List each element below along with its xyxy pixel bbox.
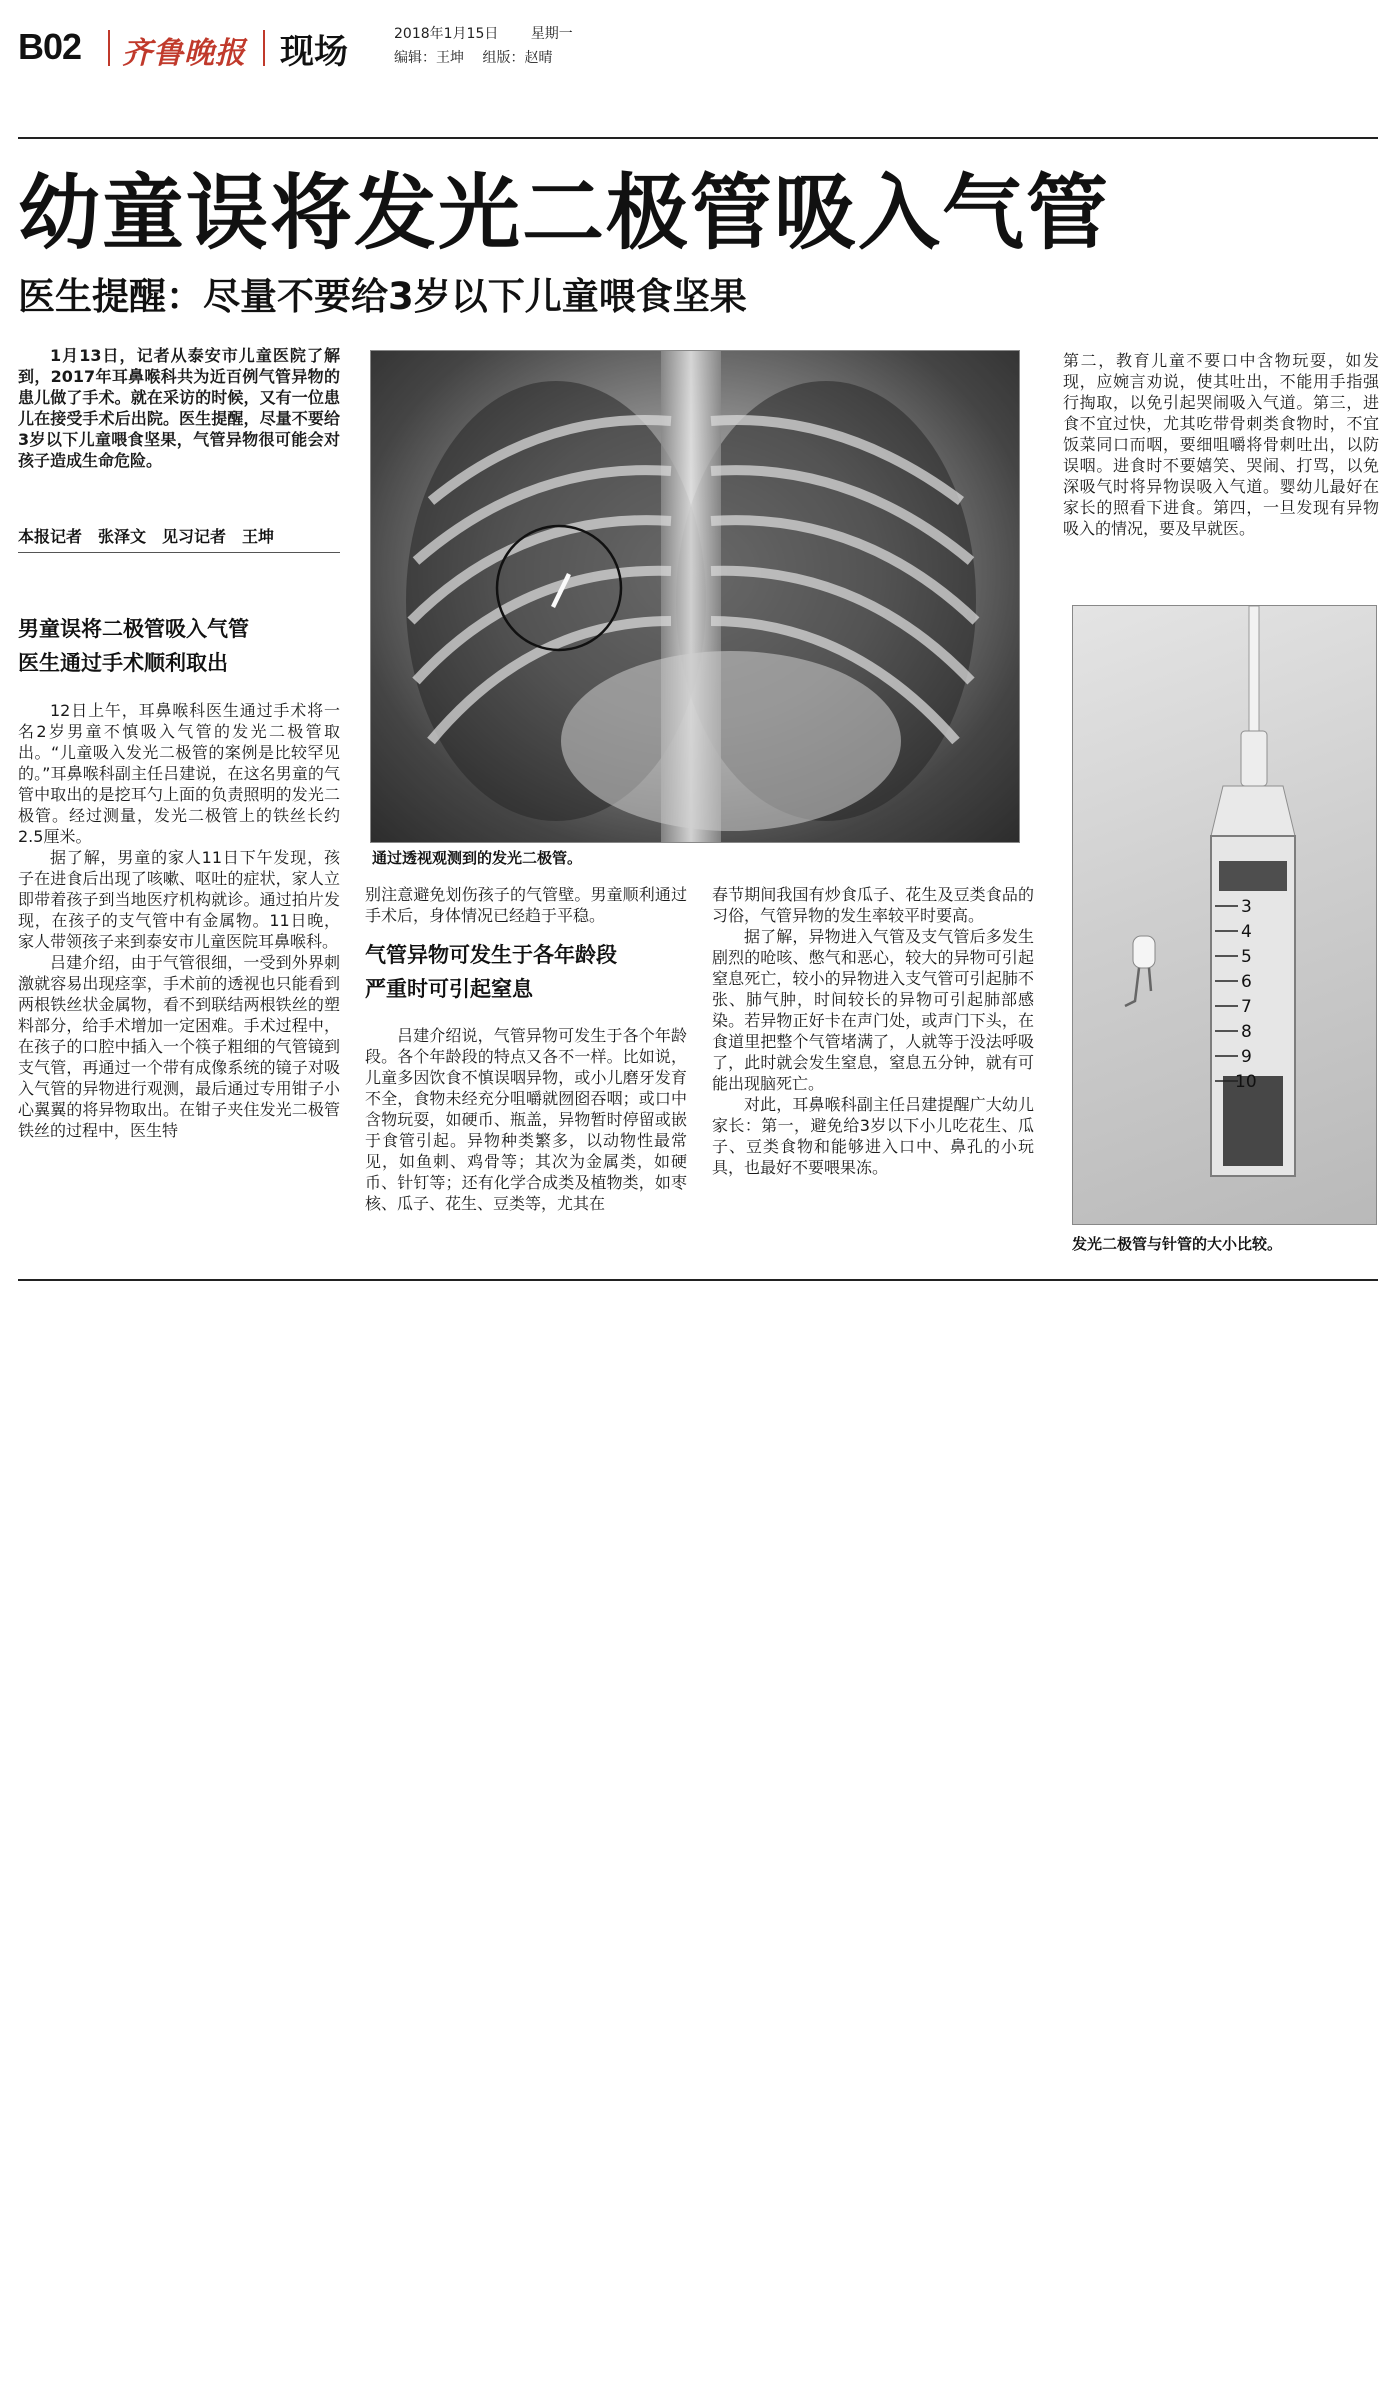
masthead-logo: 齐鲁晚报 — [122, 36, 246, 71]
article-headline: 幼童误将发光二极管吸入气管 — [18, 166, 1111, 261]
syringe-scale-label: 6 — [1241, 972, 1252, 992]
advice-continuation: 第二，教育儿童不要口中含物玩耍，如发现，应婉言劝说，使其吐出，不能用手指强行掏取，以免引起哭闹吸入气道。第三，进食不宜过快，尤其吃带骨刺类食物时，不宜饭菜同口而咽，要细咀嚼将骨刺吐出，以防误咽。进食时不要嬉笑、哭闹、打骂，以免深吸气时将异物误吸入气道。婴幼儿最好在家长的照看下进食。第四，一旦发现有异物吸入的情况，要及早就医。 — [1063, 351, 1379, 538]
section1-paragraph: 12日上午，耳鼻喉科医生通过手术将一名2岁男童不慎吸入气管的发光二极管取出。“儿童吸入发光二极管的案例是比较罕见的。”耳鼻喉科副主任吕建说，在这名男童的气管中取出的是挖耳勺上面的负责照明的发光二极管。经过测量，发光二极管上的铁丝长约2.5厘米。 — [18, 701, 340, 846]
syringe-scale-label: 3 — [1241, 897, 1252, 917]
syringe-scale-label: 9 — [1241, 1047, 1252, 1067]
syringe-photo — [1072, 605, 1377, 1225]
section2-title-line1: 气管异物可发生于各年龄段 — [365, 943, 617, 967]
column-2-body-continued — [365, 1025, 687, 1214]
article-lead — [18, 345, 340, 471]
section1-continuation: 别注意避免划伤孩子的气管壁。男童顺利通过手术后，身体情况已经趋于平稳。 — [365, 885, 687, 925]
byline: 本报记者 张泽文 见习记者 王坤 — [18, 527, 275, 546]
column-4-body — [1063, 350, 1379, 539]
header-divider — [263, 30, 265, 66]
lead-paragraph: 1月13日，记者从泰安市儿童医院了解到，2017年耳鼻喉科共为近百例气管异物的患儿做了手术。就在采访的时候，又有一位患儿在接受手术后出院。医生提醒，尽量不要给3岁以下儿童喂食坚果，气管异物很可能会对孩子造成生命危险。 — [18, 346, 340, 470]
syringe-scale-label: 4 — [1241, 922, 1252, 942]
column-1-body — [18, 700, 340, 1141]
layout-credit: 组版：赵晴 — [482, 50, 553, 66]
chest-xray-graphic — [371, 351, 1020, 843]
section2-title-line2: 严重时可引起窒息 — [365, 977, 533, 1001]
section1-paragraph: 据了解，男童的家人11日下午发现，孩子在进食后出现了咳嗽、呕吐的症状，家人立即带着孩子到当地医疗机构就诊。通过拍片发现，在孩子的支气管中有金属物。11日晚，家人带领孩子来到泰安市儿童医院耳鼻喉科。 — [18, 848, 340, 951]
issue-date: 2018年1月15日 — [394, 26, 499, 42]
page-number: B02 — [18, 26, 82, 67]
syringe-scale-label: 10 — [1235, 1072, 1257, 1092]
article-subheadline: 医生提醒：尽量不要给3岁以下儿童喂食坚果 — [18, 275, 747, 318]
xray-image — [370, 350, 1020, 843]
header-divider — [108, 30, 110, 66]
issue-weekday: 星期一 — [530, 26, 573, 42]
issue-meta — [394, 22, 601, 70]
bottom-rule — [18, 1279, 1378, 1281]
section1-paragraph: 吕建介绍，由于气管很细，一受到外界刺激就容易出现痉挛，手术前的透视也只能看到两根铁丝状金属物，看不到联结两根铁丝的塑料部分，给手术增加一定困难。手术过程中，在孩子的口腔中插入一个筷子粗细的气管镜到支气管，再通过一个带有成像系统的镜子对吸入气管的异物进行观测，最后通过专用钳子小心翼翼的将异物取出。在钳子夹住发光二极管铁丝的过程中，医生特 — [18, 953, 340, 1140]
section2-continuation: 春节期间我国有炒食瓜子、花生及豆类食品的习俗，气管异物的发生率较平时要高。 — [712, 885, 1034, 925]
syringe-scale-label: 7 — [1241, 997, 1252, 1017]
xray-caption: 通过透视观测到的发光二极管。 — [372, 849, 583, 867]
top-rule — [18, 137, 1378, 139]
syringe-graphic — [1073, 606, 1377, 1225]
page-header — [18, 22, 1378, 72]
syringe-scale-label: 8 — [1241, 1022, 1252, 1042]
section1-title-line2: 医生通过手术顺利取出 — [18, 651, 228, 675]
section2-paragraph: 吕建介绍说，气管异物可发生于各个年龄段。各个年龄段的特点又各不一样。比如说，儿童多因饮食不慎误咽异物，或小儿磨牙发育不全，食物未经充分咀嚼就囫囵吞咽；或口中含物玩耍，如硬币、瓶盖，异物暂时停留或嵌于食管引起。异物种类繁多，以动物性最常见，如鱼刺、鸡骨等；其次为金属类，如硬币、针钉等；还有化学合成类及植物类，如枣核、瓜子、花生、豆类等，尤其在 — [365, 1026, 687, 1213]
column-3-body — [712, 884, 1034, 1178]
section2-paragraph: 对此，耳鼻喉科副主任吕建提醒广大幼儿家长：第一，避免给3岁以下小儿吃花生、瓜子、豆类食物和能够进入口中、鼻孔的小玩具，也最好不要喂果冻。 — [712, 1095, 1034, 1177]
section-name: 现场 — [280, 32, 348, 72]
section1-title — [18, 612, 249, 680]
section2-title — [365, 938, 617, 1006]
section1-title-line1: 男童误将二极管吸入气管 — [18, 617, 249, 641]
syringe-scale-label: 5 — [1241, 947, 1252, 967]
byline-rule — [18, 552, 340, 553]
column-2-body — [365, 884, 687, 926]
section2-paragraph: 据了解，异物进入气管及支气管后多发生剧烈的呛咳、憋气和恶心，较大的异物可引起窒息死亡，较小的异物进入支气管可引起肺不张、肺气肿，时间较长的异物可引起肺部感染。若异物正好卡在声门处，或声门下头，在食道里把整个气管堵满了，人就等于没法呼吸了，此时就会发生窒息，窒息五分钟，就有可能出现脑死亡。 — [712, 927, 1034, 1093]
editor-credit: 编辑：王坤 — [394, 50, 464, 66]
syringe-caption: 发光二极管与针管的大小比较。 — [1072, 1235, 1283, 1253]
